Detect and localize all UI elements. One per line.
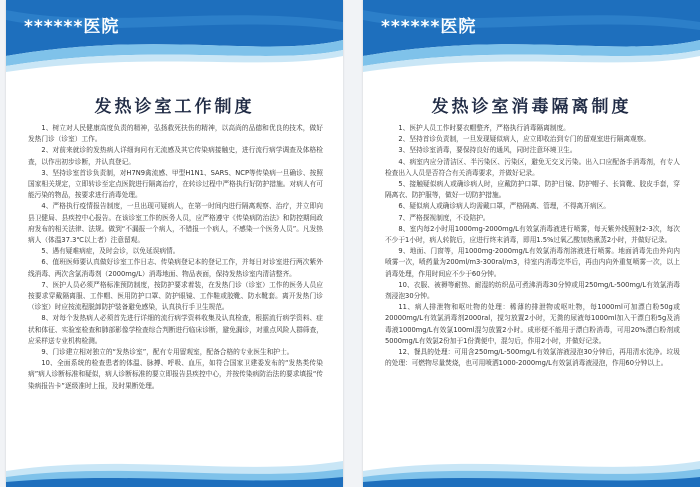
rule-paragraph: 5、接触疑似病人或确诊病人时，应戴防护口罩、防护目镜、防护帽子、长筒靴、胶皮手套，穿隔离衣、防护服等，做好一切防护措施。 — [385, 180, 680, 200]
rule-paragraph: 2、对前来就诊的发热病人详细询问有无流感及其它传染病接触史，进行流行病学调查及体格检查，以作出初步诊断，并认真登记。 — [28, 146, 323, 166]
rule-paragraph: 1、医护人员工作时要衣帽整齐，严格执行消毒隔离制度。 — [398, 124, 570, 132]
rule-paragraph: 11、病人排泄物和呕吐物的处理：稀薄的排泄物或呕吐物，每1000ml可加漂白粉50g或20000mg/L有效氯消毒剂2000ral，搅匀放置2小时，无粪的尿液每1000ml加入干漂白粉5g及消毒液1000mg/L有效氯100ml混匀放置2小时。成形便不能用于漂白粉消毒，可用20%漂白粉剂或5000mg/L有效氯2份加于1份粪便中，混匀后，作用2小时，并做好记录。 — [385, 303, 680, 345]
footer-wave-graphic — [6, 447, 343, 487]
poster-header — [363, 0, 700, 78]
rule-paragraph: 10、衣服、被褥等耐热、耐湿的纺织品可煮沸消毒30分钟或用250mg/L-500mg/L有效氯消毒剂浸泡30分钟。 — [385, 280, 680, 301]
poster-title: 发热诊室消毒隔离制度 — [431, 97, 632, 117]
poster-footer — [363, 447, 700, 487]
rule-paragraph: 4、严格执行疫情报告制度，一旦出现可疑病人，在第一时间内进行隔离观察、治疗，并立即向县卫健局、县疾控中心报告。在该诊室工作的医务人员，应严格遵守《传染病防治法》和防控期间政府发布的相关法律、法规。做到“不漏报一个病人，不错报一个病人，不感染一个医务人员”。凡发热病人（体温37.3℃以上者）注意留观。 — [28, 202, 323, 245]
rule-paragraph: 9、门诊建立相对独立的“发热诊室”，配有专用留观室，配备合格的专业医生和护士。 — [41, 348, 294, 357]
rule-paragraph: 1、树立对人民健康高度负责的精神，弘扬救死扶伤的精神，以高尚的品德和优良的技术，做好发热门诊（诊室）工作。 — [28, 124, 323, 144]
rule-paragraph: 7、医护人员必须严格标准预防制度，按防护要求着装，在发热门诊（诊室）工作的医务人员应按要求穿戴隔离服、工作帽、医用防护口罩、防护眼镜、工作鞋或胶靴、防水靴套。离开发热门诊（诊室）时应按流程脱卸防护装备避免感染，认真执行手卫生规范。 — [28, 280, 323, 312]
rule-paragraph: 3、坚持诊室首诊负责制，对H7N9禽流感、甲型H1N1、SARS、NCP等传染病一旦确诊、按照国家相关规定，立即转诊至定点医院进行隔离治疗，在转诊过程中严格执行好防护措施。对病人有可能污染的物品，按要求进行消毒处理。 — [28, 168, 323, 200]
rule-paragraph: 8、对每个发热病人必须首先进行详细的流行病学资料收集及认真检查，根据流行病学资料、症状和体征、实验室检查和肺部影像学检查综合判断进行临床诊断，避免漏诊，对重点风险人群筛查，应采样送专业机构检测。 — [28, 314, 323, 345]
poster-title: 发热诊室工作制度 — [94, 97, 255, 117]
rule-paragraph: 4、病室内应分清洁区、半污染区、污染区，避免无交叉污染。出入口应配备手消毒剂，有专人检查出入人员是否符合有关消毒要求，并做好记录。 — [385, 157, 680, 177]
hospital-name: ******医院 — [381, 17, 477, 37]
rule-paragraph: 6、值班医师要认真做好诊室工作日志、传染病登记本的登记工作，并每日对诊室进行两次紫外线消毒、两次含氯消毒剂（2000mg/L）消毒地面、物品表面，保持发热诊室内清洁整齐。 — [28, 258, 323, 278]
rule-paragraph: 8、室内每2小时用1000mg-2000mg/L有效氯消毒液进行喷雾，每天紫外线照射2-3次，每次不少于1小时，病人转院后，应进行终末消毒，即用1.5%过氧乙酸加热熏蒸2小时，并做好记录。 — [385, 224, 680, 245]
rules-text — [385, 123, 680, 369]
hospital-name: ******医院 — [24, 17, 120, 37]
poster-footer — [6, 447, 343, 487]
rule-paragraph: 12、餐具的处理：可用含250mg/L-500mg/L有效氯溶液浸泡30分钟后，再用清水洗净。垃圾的处理：可燃物尽量焚烧，也可用喷洒1000-2000mg/L有效氯消毒液浸泡，作用60分钟以上。 — [385, 348, 680, 368]
rule-paragraph: 9、地面、门窗等，用1000mg-2000mg/L有效氯消毒剂溶液进行喷雾。地面消毒先由外向内喷雾一次，喷药量为200ml/m3-300ral/m3，待室内消毒完毕后，再由内向外重复喷雾一次，以上消毒处理，作用时间应不少于60分钟。 — [385, 247, 680, 278]
poster-header — [6, 0, 343, 78]
rules-text — [28, 123, 323, 392]
rule-paragraph: 5、遇有疑难病症，及时会诊，以免延误病情。 — [41, 247, 180, 256]
rule-paragraph: 3、坚持诊室消毒，要保持良好的通风，同时注意环境卫生。 — [398, 146, 577, 155]
rule-paragraph: 2、坚持首诊负责制，一旦发现疑似病人，应立即收治到专门的留观室进行隔离观察。 — [398, 135, 651, 144]
rule-paragraph: 7、严格探视制度，不设陪护。 — [398, 213, 490, 222]
rule-paragraph: 6、疑似病人或确诊病人均需戴口罩，严格隔离、管理，不得离开病区。 — [398, 202, 610, 211]
footer-wave-graphic — [363, 447, 700, 487]
rule-paragraph: 10、全面系统的检查患者的体温、脉搏、呼吸、血压，如符合国家卫建委发布的“发热类传染病”病人诊断标准和疑似，病人诊断标准的要立即报告县疾控中心，并按传染病防治法的要求填报“传染病报告卡”逐级准时上报，及时果断处理。 — [28, 359, 323, 390]
right-poster — [363, 0, 700, 487]
left-poster — [6, 0, 343, 487]
